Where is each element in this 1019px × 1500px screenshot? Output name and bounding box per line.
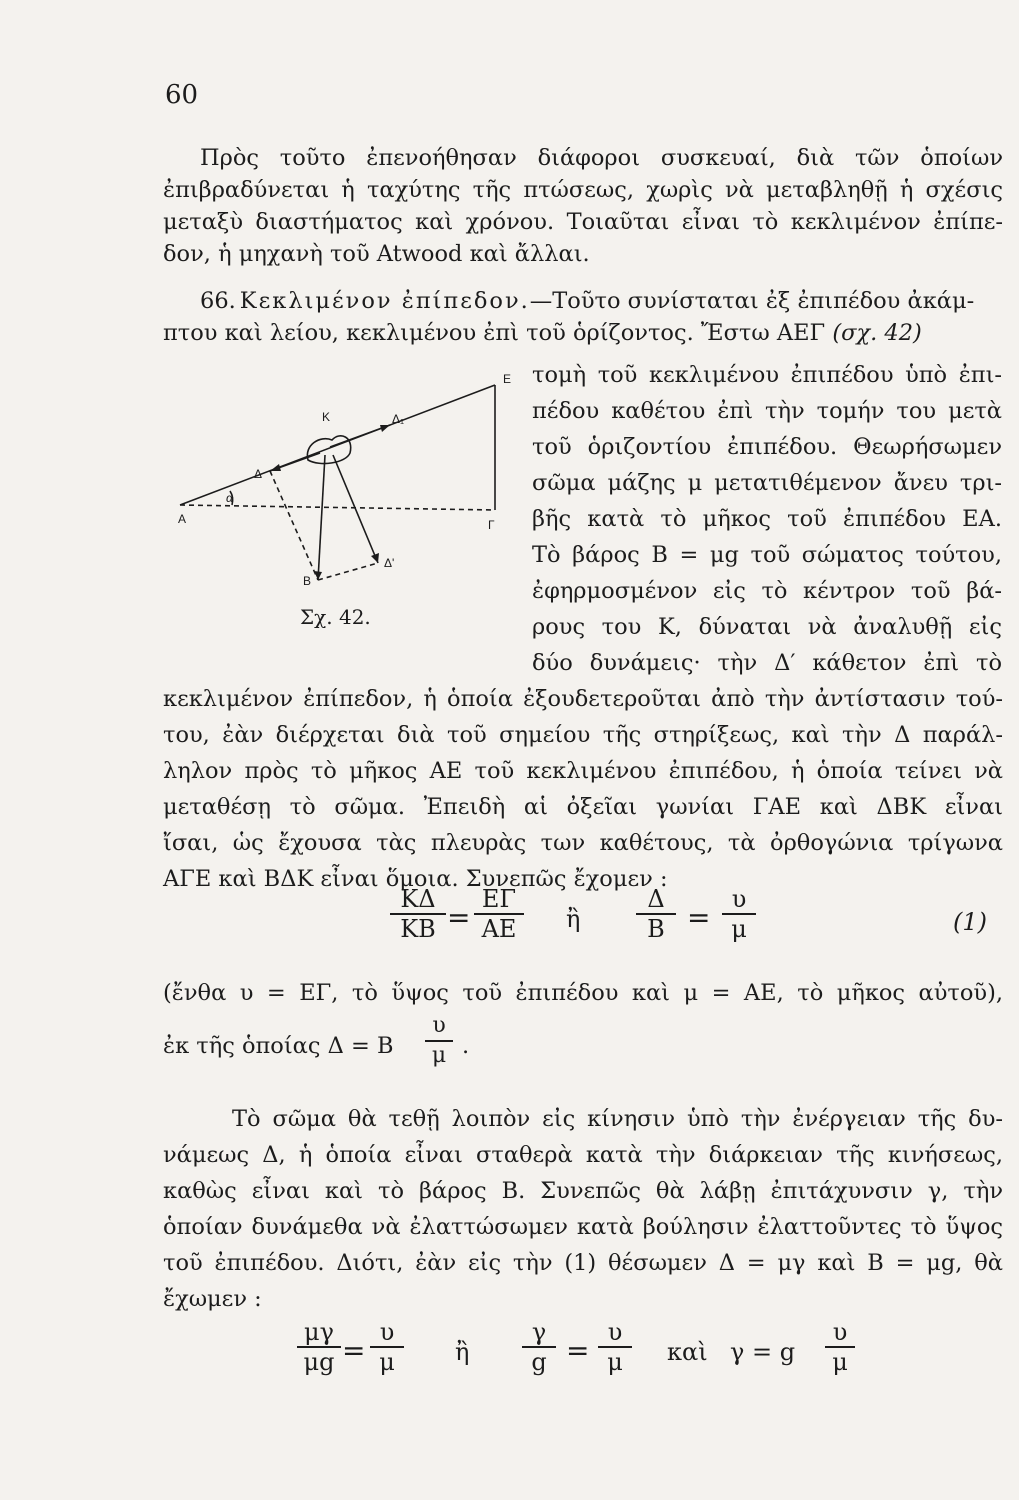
dashed-b-d xyxy=(318,563,378,580)
fraction-den: μg xyxy=(303,1348,335,1376)
and-word: καὶ xyxy=(667,1338,708,1366)
equation-number: (1) xyxy=(953,908,987,936)
label-dprime: Δ' xyxy=(384,556,395,570)
text-line: βῆς κατὰ τὸ μῆκος τοῦ ἐπιπέδου ΕΑ. xyxy=(532,506,1002,532)
equals-sign: = xyxy=(447,901,471,934)
dashed-d-b xyxy=(270,471,318,580)
text-line: πέδου καθέτου ἐπὶ τὴν τομήν του μετὰ xyxy=(532,398,1002,424)
equation-suffix: . xyxy=(462,1033,470,1059)
text-line: (ἔνθα υ = ΕΓ, τὸ ὕψος τοῦ ἐπιπέδου καὶ μ = ΑΕ, τὸ μῆκος αὐτοῦ), xyxy=(163,980,1003,1006)
text-line: ρους του Κ, δύναται νὰ ἀναλυθῇ εἰς xyxy=(532,614,1002,640)
text-line: ὁποίαν δυνάμεθα νὰ ἐλαττώσωμεν κατὰ βούλησιν ἐλαττοῦντες τὸ ὕψος xyxy=(163,1214,1003,1240)
equals-sign: = xyxy=(342,1334,366,1367)
fraction-num: υ xyxy=(370,1318,404,1348)
equation-final-prefix: γ = g xyxy=(730,1338,796,1366)
section-text: —Τοῦτο συνίσταται ἐξ ἐπιπέδου ἀκάμ- xyxy=(529,288,975,314)
fraction-num: υ xyxy=(722,885,756,915)
fraction-den: g xyxy=(531,1348,547,1376)
fraction-num: υ xyxy=(825,1318,855,1348)
text-line: του, ἐὰν διέρχεται διὰ τοῦ σημείου τῆς στηρίξεως, καὶ τὴν Δ παράλ- xyxy=(163,722,1003,748)
text-line: τοῦ ὁριζοντίου ἐπιπέδου. Θεωρήσωμεν xyxy=(532,434,1002,460)
text-line: ΑΓΕ καὶ ΒΔΚ εἶναι ὅμοια. Συνεπῶς ἔχομεν : xyxy=(163,866,668,892)
equation-prefix: ἐκ τῆς ὁποίας Δ = Β xyxy=(163,1033,394,1059)
fraction-den: μ xyxy=(731,915,747,943)
text-line: Τὸ σῶμα θὰ τεθῇ λοιπὸν εἰς κίνησιν ὑπὸ τὴν ἐνέργειαν τῆς δυ- xyxy=(232,1106,1003,1132)
section-number: 66. xyxy=(200,288,236,314)
label-alpha: α xyxy=(226,491,233,505)
label-e: E xyxy=(503,372,512,386)
text-line: ἔχωμεν : xyxy=(163,1286,262,1312)
text-line: ἐφηρμοσμένον εἰς τὸ κέντρον τοῦ βά- xyxy=(532,578,1002,604)
text-line: καθὼς εἶναι καὶ τὸ βάρος Β. Συνεπῶς θὰ λάβῃ ἐπιτάχυνσιν γ, τὴν xyxy=(163,1178,1003,1204)
text-line: μεταξὺ διαστήματος καὶ χρόνου. Τοιαῦται εἶναι τὸ κεκλιμένον ἐπίπε- xyxy=(163,209,1003,235)
or-word: ἢ xyxy=(455,1338,470,1366)
text-line: Τὸ βάρος Β = μg τοῦ σώματος τούτου, xyxy=(532,542,1002,568)
or-word: ἢ xyxy=(566,905,581,933)
fraction-num: ΕΓ xyxy=(474,885,524,915)
fraction-num: υ xyxy=(425,1012,453,1042)
text-line: τομὴ τοῦ κεκλιμένου ἐπιπέδου ὑπὸ ἐπι- xyxy=(532,362,1002,388)
fraction-num: μγ xyxy=(297,1318,341,1348)
text-line: ληλον πρὸς τὸ μῆκος ΑΕ τοῦ κεκλιμένου ἐπιπέδου, ἡ ὁποία τείνει νὰ xyxy=(163,758,1003,784)
text-line: μεταθέσῃ τὸ σῶμα. Ἐπειδὴ αἱ ὀξεῖαι γωνίαι ΓΑΕ καὶ ΔΒΚ εἶναι xyxy=(163,794,1003,820)
text-line: ἐπιβραδύνεται ἡ ταχύτης τῆς πτώσεως, χωρὶς νὰ μεταβληθῇ ἡ σχέσις xyxy=(163,177,1003,203)
fraction-den: μ xyxy=(379,1348,395,1376)
text-line: πτου καὶ λείου, κεκλιμένου ἐπὶ τοῦ ὁρίζοντος. Ἔστω ΑΕΓ (σχ. 42) xyxy=(163,320,922,346)
body-outline xyxy=(307,436,350,464)
section-title: Κεκλιμένον ἐπίπεδον. xyxy=(239,288,530,314)
label-g: Γ xyxy=(488,518,495,532)
fraction-den: Β xyxy=(647,915,665,943)
label-a: A xyxy=(178,512,187,526)
label-k: K xyxy=(322,410,331,424)
text-line: νάμεως Δ, ἡ ὁποία εἶναι σταθερὰ κατὰ τὴν διάρκειαν τῆς κινήσεως, xyxy=(163,1142,1003,1168)
fraction-num: υ xyxy=(598,1318,632,1348)
fraction-num: ΚΔ xyxy=(390,885,446,915)
label-d: Δ xyxy=(254,467,263,481)
fraction-den: μ xyxy=(431,1043,447,1068)
text-line: δύο δυνάμεις· τὴν Δ′ κάθετον ἐπὶ τὸ xyxy=(532,650,1002,676)
text-line: δον, ἡ μηχανὴ τοῦ Atwood καὶ ἄλλαι. xyxy=(163,241,590,267)
page-number: 60 xyxy=(165,80,199,110)
text-line: Πρὸς τοῦτο ἐπενοήθησαν διάφοροι συσκευαί, διὰ τῶν ὁποίων xyxy=(200,145,1003,171)
label-d1: Δ₁ xyxy=(392,412,405,426)
force-line-b xyxy=(318,455,325,580)
figure-ref: (σχ. 42) xyxy=(832,320,922,346)
equals-sign: = xyxy=(566,1334,590,1367)
text-line: ἴσαι, ὡς ἔχουσα τὰς πλευρὰς των καθέτους, τὰ ὀρθογώνια τρίγωνα xyxy=(163,830,1003,856)
fraction-den: ΚΒ xyxy=(400,915,436,943)
fraction-den: ΑΕ xyxy=(481,915,517,943)
equals-sign: = xyxy=(687,901,711,934)
fraction-num: γ xyxy=(522,1318,556,1348)
inclined-plane-figure xyxy=(170,345,520,600)
fraction-den: μ xyxy=(832,1348,848,1376)
force-line-dprime xyxy=(333,455,378,563)
text-line: σῶμα μάζης μ μετατιθέμενον ἄνευ τρι- xyxy=(532,470,1002,496)
text-line: κεκλιμένον ἐπίπεδον, ἡ ὁποία ἐξουδετεροῦται ἀπὸ τὴν ἀντίστασιν τού- xyxy=(163,686,1003,712)
figure-caption: Σχ. 42. xyxy=(300,605,371,629)
text-line: τοῦ ἐπιπέδου. Διότι, ἐὰν εἰς τὴν (1) θέσωμεν Δ = μγ καὶ Β = μg, θὰ xyxy=(163,1250,1003,1276)
fraction-num: Δ xyxy=(636,885,676,915)
label-b: B xyxy=(303,574,312,588)
fraction-den: μ xyxy=(607,1348,623,1376)
section-heading-line xyxy=(200,288,1003,314)
horizontal-dashed-line xyxy=(180,505,495,510)
